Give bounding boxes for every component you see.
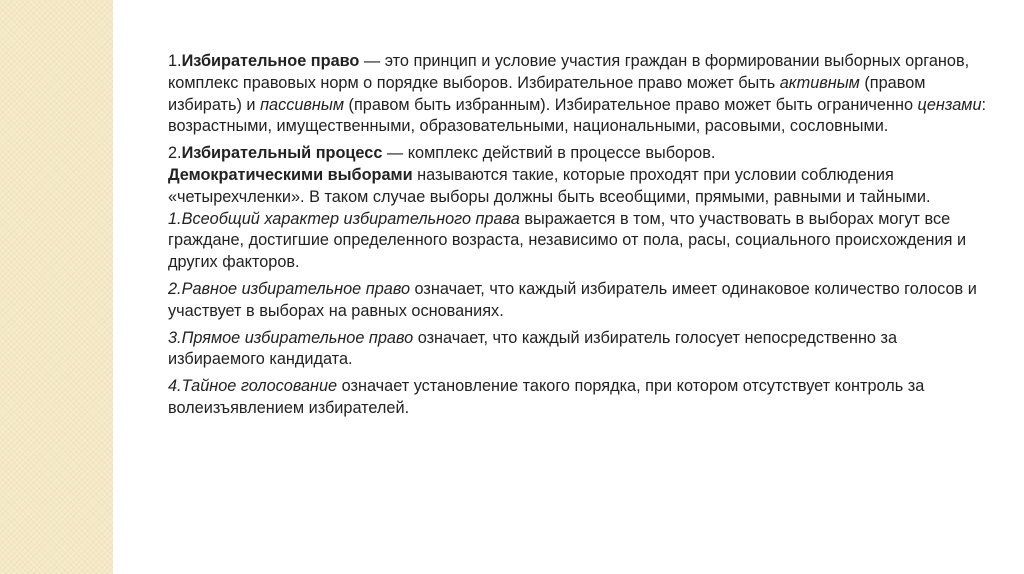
paragraph-equal: [168, 279, 988, 323]
text-segment: (правом быть избранным). Избирательное право может быть ограниченно: [344, 95, 918, 114]
decorative-side-strip: [0, 0, 113, 574]
item-term: 2.Равное избирательное право: [168, 279, 411, 298]
paragraph-secret: [168, 376, 988, 420]
item-term: 1.Всеобщий характер избирательного права: [168, 209, 520, 228]
term-passive: пассивным: [260, 95, 345, 114]
term-suffrage: Избирательное право: [181, 52, 360, 70]
text-segment: : возрастными, имущественными, образовательными, национальными, расовыми, сословными.: [168, 95, 987, 136]
paragraph-number: 2.: [168, 144, 182, 163]
paragraph-number: 1.: [168, 52, 182, 70]
paragraph-suffrage: [168, 51, 988, 138]
text-segment: называются такие, которые проходят при условии соблюдения «четырехчленки». В таком случае выборы должны быть всеобщими, прямыми, равными и тайными.: [168, 165, 931, 206]
slide-text: [168, 51, 988, 420]
paragraph-direct: [168, 328, 988, 372]
item-term: 3.Прямое избирательное право: [168, 328, 414, 347]
slide: [113, 0, 1024, 574]
item-term: 4.Тайное голосование: [168, 377, 338, 396]
item-text: означает установление такого порядка, при котором отсутствует контроль за волеизъявлением избирателей.: [168, 377, 925, 417]
term-process: Избирательный процесс: [181, 144, 383, 163]
term-census: цензами: [917, 95, 982, 114]
text-segment: — это принцип и условие участия граждан в формировании выборных органов, комплекс правовых норм о порядке выборов. Избирательное право может быть: [168, 52, 970, 92]
item-text: означает, что каждый избиратель имеет одинаковое количество голосов и участвует в выборах на равных основаниях.: [168, 279, 977, 320]
item-text: означает, что каждый избиратель голосует непосредственно за избираемого кандидата.: [168, 328, 898, 369]
paragraph-process: [168, 143, 988, 274]
term-democratic-elections: Демократическими выборами: [168, 165, 413, 184]
item-text: выражается в том, что участвовать в выборах могут все граждане, достигшие определенного возраста, независимо от пола, расы, социального происхождения и других факторов.: [168, 209, 967, 272]
term-active: активным: [779, 73, 860, 92]
text-segment: — комплекс действий в процессе выборов.: [382, 144, 716, 163]
text-segment: (правом избирать) и: [168, 73, 926, 114]
